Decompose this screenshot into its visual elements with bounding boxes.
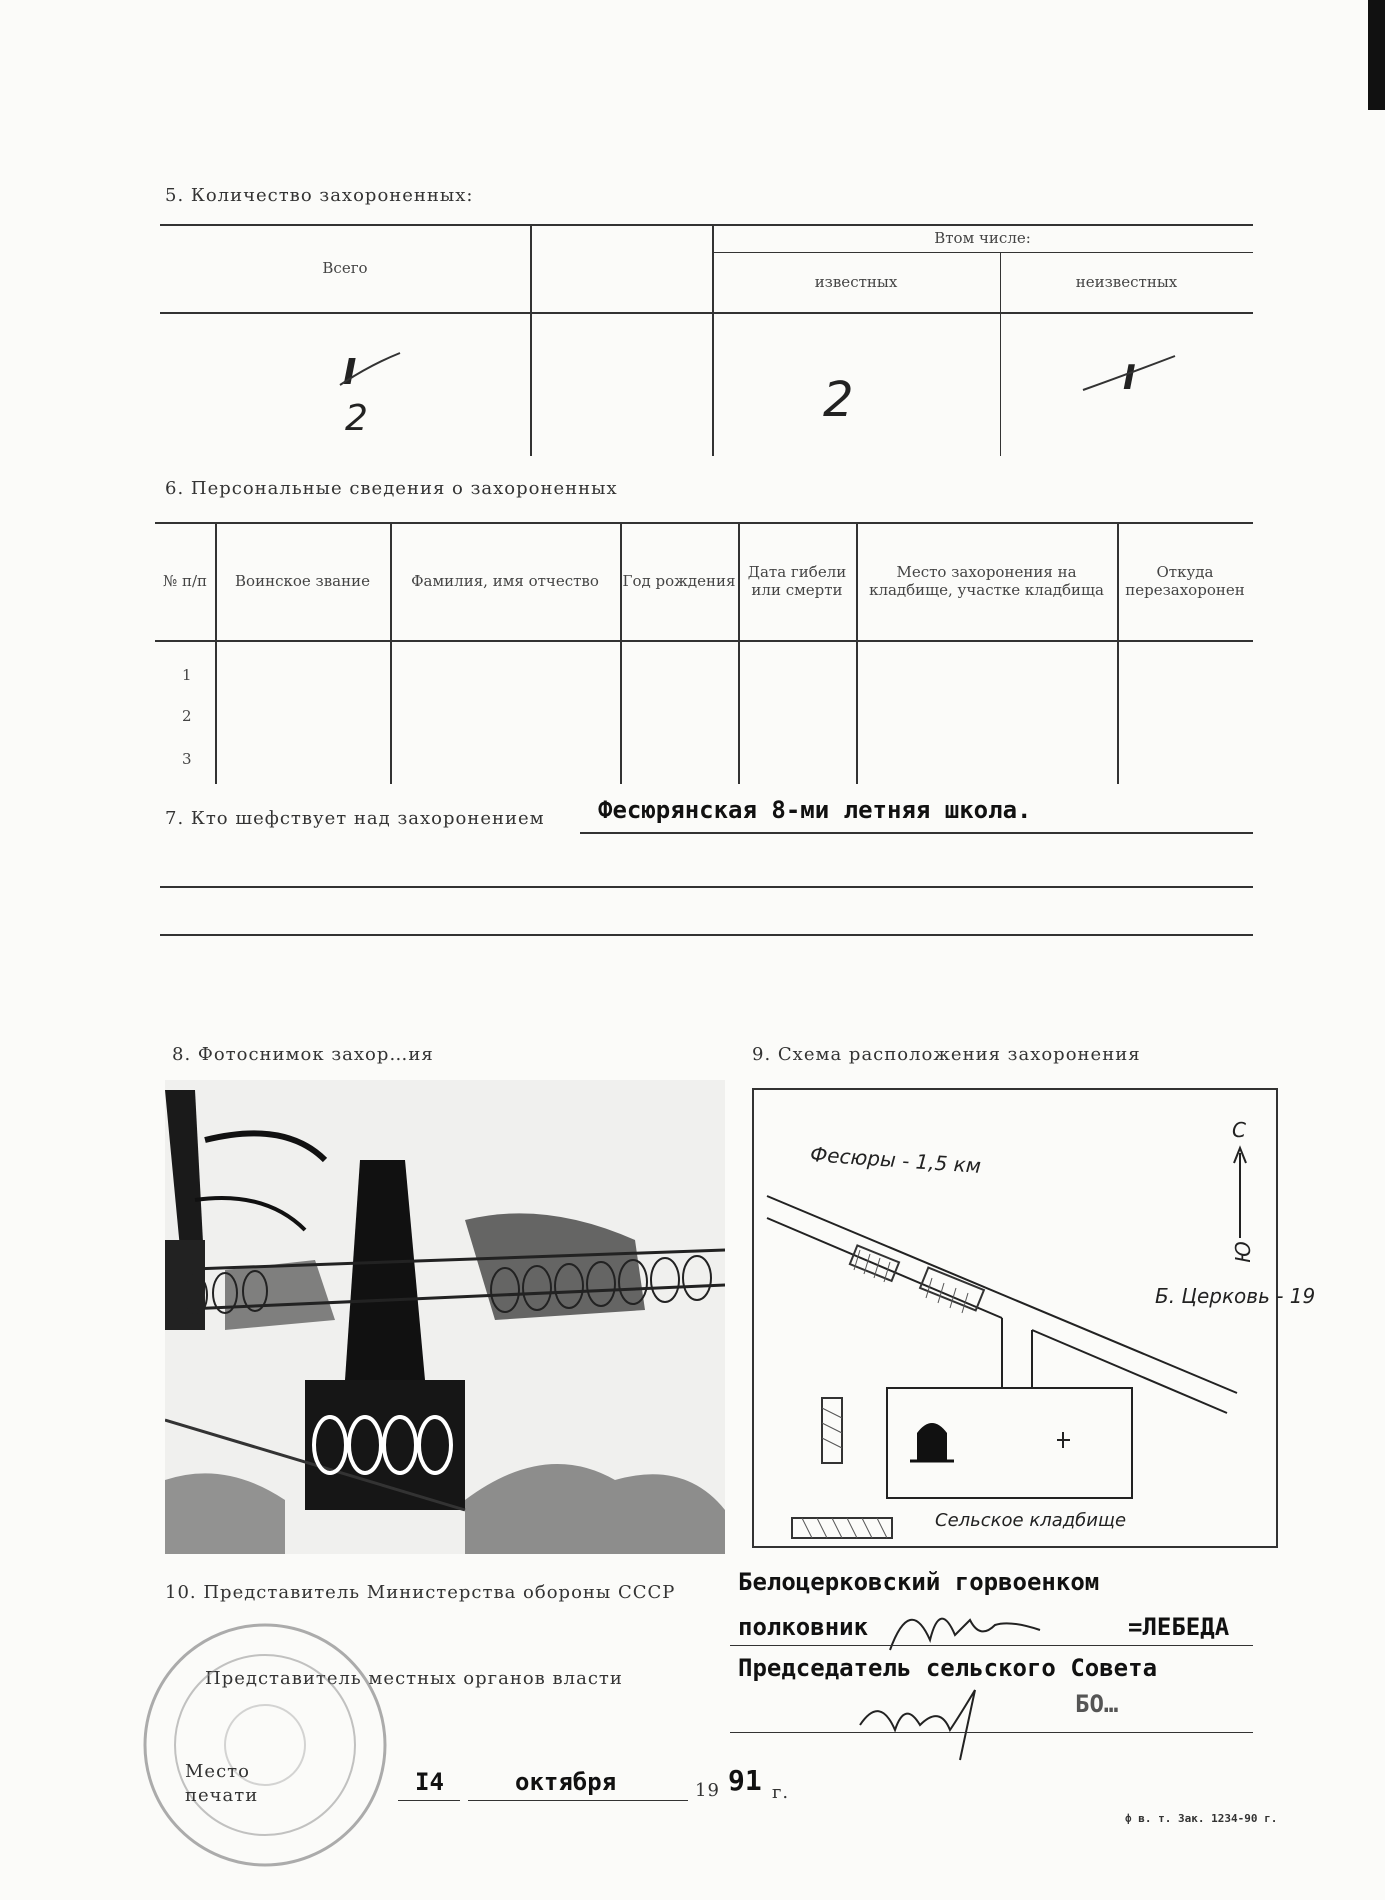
north-label: С xyxy=(1232,1118,1246,1142)
cemetery-label: Сельское кладбище xyxy=(935,1510,1127,1531)
signatory-title-1: Белоцерковский горвоенком xyxy=(738,1568,1100,1596)
signature-1 xyxy=(880,1590,1050,1660)
value-unknown-crossed: I xyxy=(1123,358,1136,398)
section5-title: 5. Количество захороненных: xyxy=(165,185,474,206)
strike-mark xyxy=(1075,350,1185,400)
date-year: 91 xyxy=(728,1764,762,1797)
row-number: 3 xyxy=(182,750,192,768)
burial-photo xyxy=(165,1080,725,1554)
header-burial-place: Место захоронения на кладбище, участке кладбища xyxy=(869,563,1104,599)
signatory-rank: полковник xyxy=(738,1613,869,1641)
header-unknown: неизвестных xyxy=(1075,273,1178,291)
stamp-place-label: Место печати xyxy=(185,1761,259,1806)
south-label: Ю xyxy=(1230,1241,1255,1263)
signature-2 xyxy=(850,1685,1000,1765)
value-total: 2 xyxy=(345,398,368,439)
value-known: 2 xyxy=(823,372,854,428)
road-label-top: Фесюры - 1,5 км xyxy=(809,1142,982,1178)
header-name: Фамилия, имя отчество xyxy=(411,572,599,590)
header-birth-year: Год рождения xyxy=(622,572,736,590)
header-death-date: Дата гибели или смерти xyxy=(747,563,847,599)
header-number: № п/п xyxy=(162,572,207,590)
date-year-suffix: г. xyxy=(772,1782,790,1803)
local-authority-label: Представитель местных органов власти xyxy=(205,1668,623,1689)
strike-mark xyxy=(330,345,410,395)
section9-title: 9. Схема расположения захоронения xyxy=(752,1044,1141,1065)
section7-label: 7. Кто шефствует над захоронением xyxy=(165,808,545,829)
date-month: октября xyxy=(515,1768,617,1796)
header-known: известных xyxy=(814,273,898,291)
signatory-name-1: =ЛЕБЕДА xyxy=(1128,1613,1230,1641)
signatory-title-2: Председатель сельского Совета xyxy=(738,1654,1158,1682)
date-year-prefix: 19 xyxy=(695,1780,720,1801)
section10-label: 10. Представитель Министерства обороны СССР xyxy=(165,1582,676,1603)
date-day: I4 xyxy=(415,1768,444,1796)
header-including: Втом числе: xyxy=(934,229,1031,247)
road-label-right: Б. Церковь - 19 xyxy=(1155,1284,1316,1308)
official-seal xyxy=(135,1610,395,1880)
header-reburied-from: Откуда перезахоронен xyxy=(1125,563,1245,599)
scan-edge xyxy=(1368,0,1385,110)
print-info: ф в. т. Зак. 1234-90 г. xyxy=(1125,1812,1278,1825)
header-rank: Воинское звание xyxy=(235,572,370,590)
row-number: 2 xyxy=(182,707,192,725)
signatory-name-2: БО… xyxy=(1075,1690,1119,1718)
header-total: Всего xyxy=(322,259,368,277)
patron-value: Фесюрянская 8-ми летняя школа. xyxy=(598,796,1032,824)
value-total-crossed: I xyxy=(343,352,357,393)
row-number: 1 xyxy=(182,666,192,684)
section8-title: 8. Фотоснимок захор…ия xyxy=(172,1044,434,1065)
section6-title: 6. Персональные сведения о захороненных xyxy=(165,478,618,499)
